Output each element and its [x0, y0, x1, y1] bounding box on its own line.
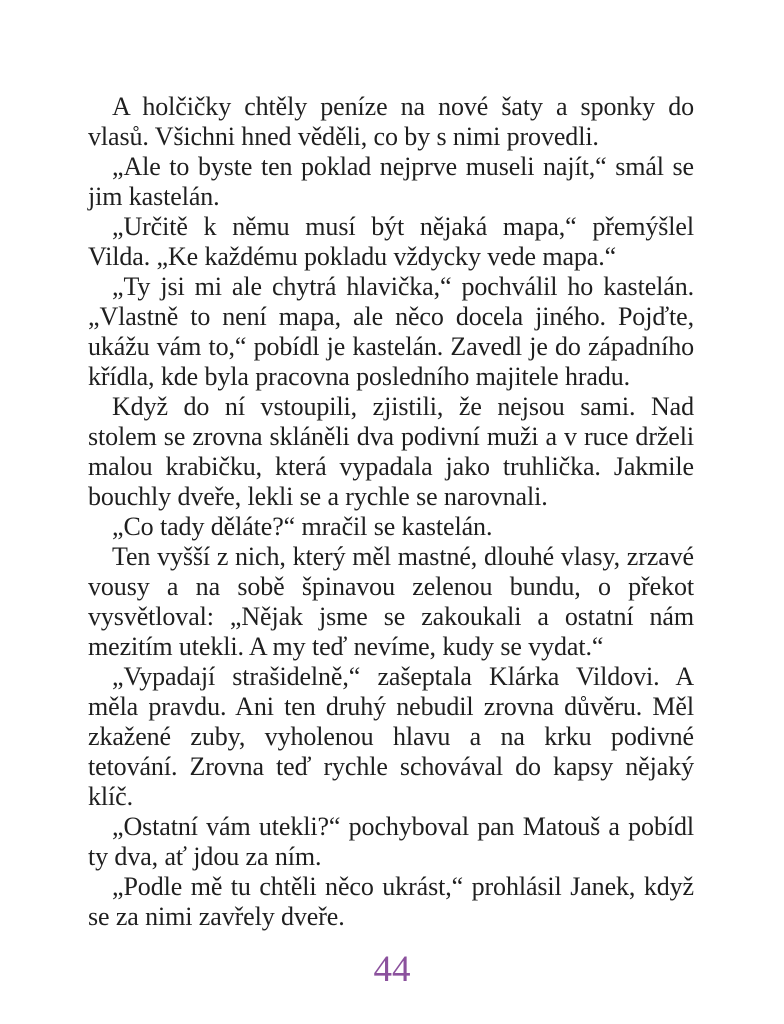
paragraph: „Podle mě tu chtěli něco ukrást,“ prohlásil Janek, když se za nimi zavřely dveře.: [88, 872, 694, 931]
paragraph: „Ty jsi mi ale chytrá hlavička,“ pochválil ho kastelán. „Vlastně to není mapa, ale něco docela jiného. Pojďte, ukážu vám to,“ pobídl je kastelán. Zavedl je do západního křídla, kde byla pracovna posledního majitele hradu.: [88, 272, 694, 391]
paragraph: Když do ní vstoupili, zjistili, že nejsou sami. Nad stolem se zrovna skláněli dva podivní muži a v ruce drželi malou krabičku, která vypadala jako truhlička. Jakmile bouchly dveře, lekli se a rychle se narovnali.: [88, 392, 694, 511]
paragraph: „Co tady děláte?“ mračil se kastelán.: [112, 512, 493, 541]
paragraph: A holčičky chtěly peníze na nové šaty a sponky do vlasů. Všichni hned věděli, co by s nimi provedli.: [88, 92, 694, 151]
body-text: [88, 92, 694, 932]
paragraph: „Vypadají strašidelně,“ zašeptala Klárka Vildovi. A měla pravdu. Ani ten druhý nebudil zrovna důvěru. Měl zkažené zuby, vyholenou hlavu a na krku podivné tetování. Zrovna teď rychle schovával do kapsy nějaký klíč.: [88, 662, 694, 811]
page-number: 44: [373, 949, 411, 990]
paragraph: „Ostatní vám utekli?“ pochyboval pan Matouš a pobídl ty dva, ať jdou za ním.: [88, 812, 694, 871]
paragraph: Ten vyšší z nich, který měl mastné, dlouhé vlasy, zrzavé vousy a na sobě špinavou zelenou bundu, o překot vysvětloval: „Nějak jsme se zakoukali a ostatní nám mezitím utekli. A my teď nevíme, kudy se vydat.“: [88, 542, 694, 661]
paragraph: „Ale to byste ten poklad nejprve museli najít,“ smál se jim kastelán.: [88, 152, 694, 211]
paragraph: „Určitě k němu musí být nějaká mapa,“ přemýšlel Vilda. „Ke každému pokladu vždycky vede mapa.“: [88, 212, 694, 271]
